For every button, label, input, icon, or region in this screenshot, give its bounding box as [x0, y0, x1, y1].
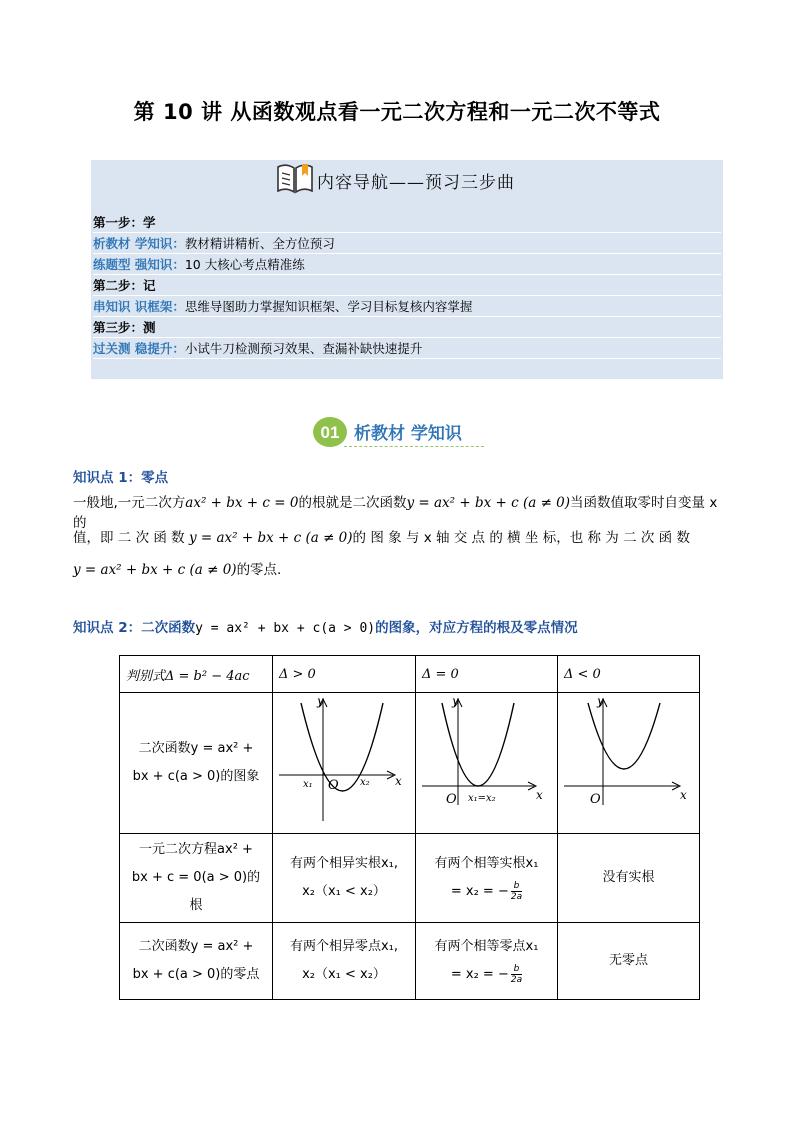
y-axis-label: y: [452, 694, 459, 708]
nav-row-study: [93, 234, 721, 254]
origin-label: O: [446, 792, 457, 807]
parabola-two-roots-graph: [273, 693, 409, 829]
nav-step-label: 第二步：记: [93, 278, 156, 293]
section-number: 01: [320, 423, 340, 442]
discriminant-table: [119, 655, 700, 1000]
fraction: $\frac{b}{2a}$: [510, 964, 523, 985]
nav-row-text: 教材精讲精析、全方位预习: [184, 236, 335, 251]
nav-row-label: 练题型 强知识：: [93, 257, 185, 272]
open-book-icon: [275, 161, 315, 197]
kp1-line3: y = ax² + bx + c (a ≠ 0)的零点.: [73, 562, 282, 578]
table-row-label: 一元二次方程ax² + bx + c = 0(a > 0)的 根: [120, 834, 273, 923]
nav-row-text: 10 大核心考点精准练: [184, 257, 305, 272]
table-cell: 无零点: [558, 923, 700, 1000]
parabola-no-root-graph: [558, 693, 693, 829]
table-cell: 有两个相等零点x₁ = x₂ = − $\frac{b}{2a}$: [416, 923, 558, 1000]
kp1-line1: 一般地,一元二次方ax² + bx + c = 0的根就是二次函数y = ax² + bx + c (a ≠ 0)当函数值取零时自变量 x 的: [73, 495, 718, 531]
fraction: $\frac{b}{2a}$: [510, 881, 523, 902]
kp2-title: 知识点 2：二次函数y = ax² + bx + c(a > 0)的图象，对应方程的根及零点情况: [73, 620, 578, 636]
x-axis-label: x: [395, 774, 402, 788]
table-header-cell: Δ = 0: [416, 656, 558, 693]
table-header-cell: Δ < 0: [558, 656, 700, 693]
equation: ax² + bx + c = 0: [185, 495, 299, 511]
table-row-label: 二次函数y = ax² + bx + c(a > 0)的图象: [120, 693, 273, 834]
nav-row-label: 过关测 稳提升：: [93, 341, 185, 356]
kp1-title: 知识点 1：零点: [73, 470, 169, 486]
table-cell: 有两个相异实根x₁, x₂（x₁ < x₂）: [273, 834, 416, 923]
formula-line: = x₂ = − $\frac{b}{2a}$: [450, 964, 523, 985]
nav-header-text: 内容导航——预习三步曲: [317, 173, 515, 193]
nav-row-step2: [93, 276, 721, 296]
double-root-label: x₁=x₂: [468, 793, 496, 804]
origin-label: O: [328, 778, 339, 793]
nav-row-text: 思维导图助力掌握知识框架、学习目标复核内容掌握: [184, 299, 473, 314]
table-cell: 有两个相等实根x₁ = x₂ = − $\frac{b}{2a}$: [416, 834, 558, 923]
nav-row-step1: [93, 213, 721, 233]
parabola-one-root-graph: [416, 693, 551, 829]
root-x2-label: x₂: [360, 777, 370, 788]
table-header-cell: 判别式Δ = b² − 4ac: [120, 656, 273, 693]
table-header-cell: Δ > 0: [273, 656, 416, 693]
y-axis-label: y: [317, 694, 324, 708]
table-cell: 没有实根: [558, 834, 700, 923]
table-cell: 有两个相异零点x₁, x₂（x₁ < x₂）: [273, 923, 416, 1000]
nav-row-text: 小试牛刀检测预习效果、查漏补缺快速提升: [184, 341, 423, 356]
page-title: 第 10 讲 从函数观点看一元二次方程和一元二次不等式: [133, 100, 661, 124]
graph-cell-two-roots: [273, 693, 416, 834]
nav-row-practice: [93, 255, 721, 275]
nav-row-label: 析教材 学知识：: [93, 236, 185, 251]
x-axis-label: x: [536, 788, 543, 802]
function-expr: y = ax² + bx + c (a ≠ 0): [73, 562, 237, 578]
function-expr: y = ax² + bx + c (a ≠ 0): [188, 530, 353, 546]
function-expr: y = ax² + bx + c (a ≠ 0): [406, 495, 571, 511]
nav-row-framework: [93, 297, 721, 317]
table-row-label: 二次函数y = ax² + bx + c(a > 0)的零点: [120, 923, 273, 1000]
content-navigation-box: [91, 160, 723, 379]
section-underline: [344, 446, 484, 447]
section-badge: [312, 415, 350, 449]
formula-line: = x₂ = − $\frac{b}{2a}$: [450, 881, 523, 902]
nav-row-label: 串知识 识框架：: [93, 299, 185, 314]
section-label: 析教材 学知识: [354, 424, 462, 444]
graph-cell-no-root: [558, 693, 700, 834]
origin-label: O: [590, 792, 601, 807]
nav-row-step3: [93, 318, 721, 338]
kp1-line2: 值，即 二 次 函 数 y = ax² + bx + c (a ≠ 0)的 图 象 与 x 轴 交 点 的 横 坐 标，也 称 为 二 次 函 数: [73, 530, 690, 546]
nav-row-test: [93, 339, 721, 359]
nav-header: [91, 160, 723, 200]
nav-step-label: 第一步：学: [93, 215, 156, 230]
graph-cell-one-root: [416, 693, 558, 834]
x-axis-label: x: [680, 788, 687, 802]
nav-step-label: 第三步：测: [93, 320, 156, 335]
root-x1-label: x₁: [303, 779, 313, 790]
y-axis-label: y: [597, 694, 604, 708]
